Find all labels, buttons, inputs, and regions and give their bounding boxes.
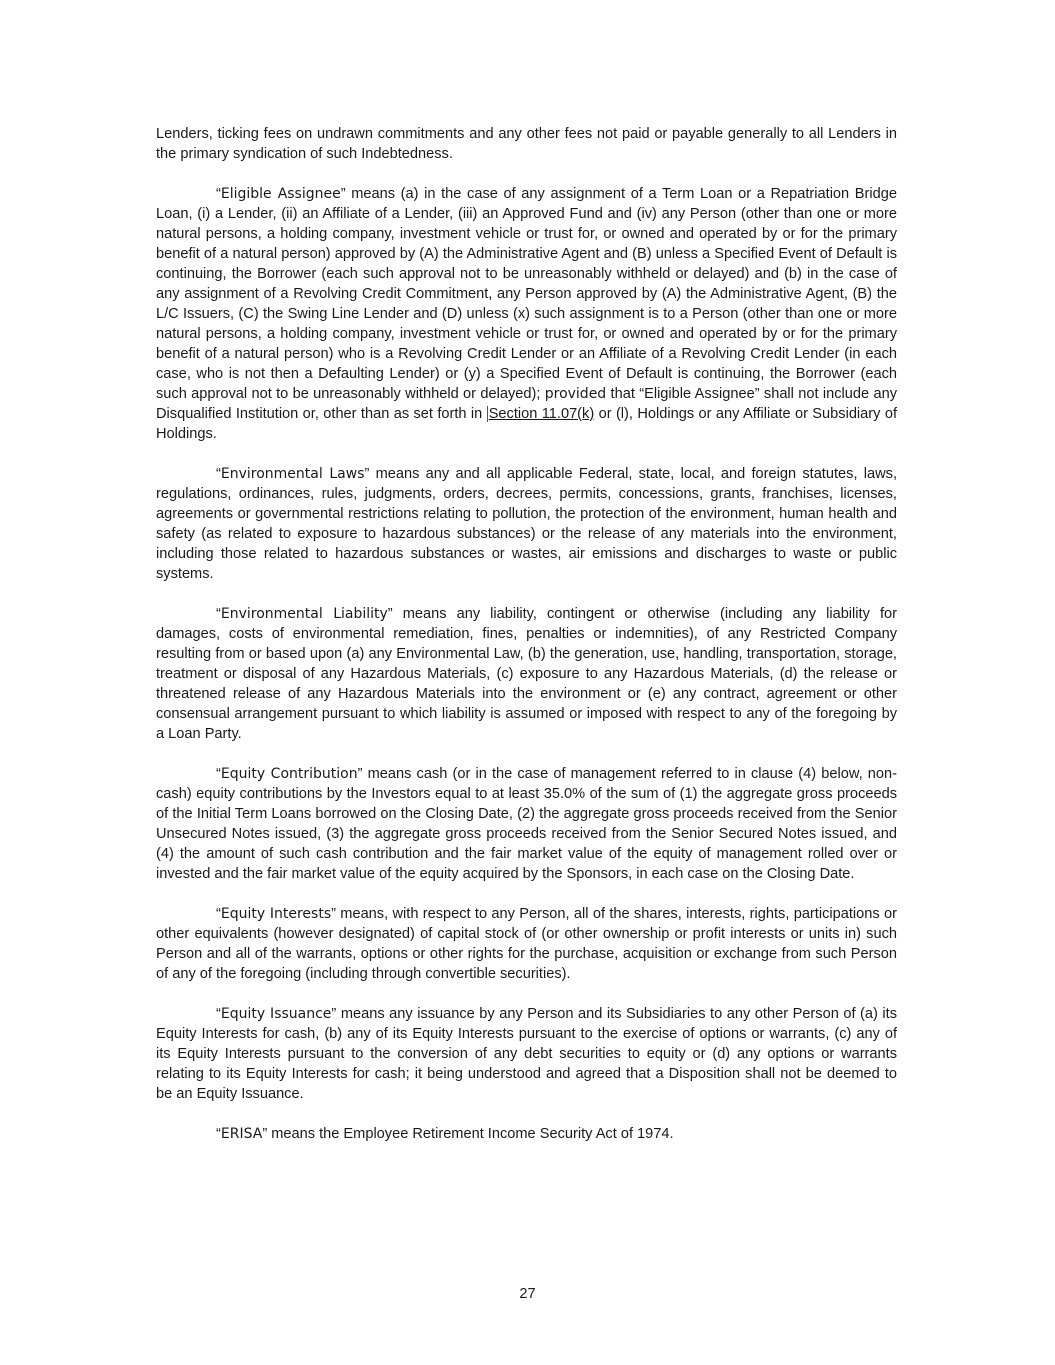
- definition-text: means (a) in the case of any assignment of a Term Loan or a Repatriation Bridge Loan, (i) a Lender, (ii) an Affiliate of a Lender, (iii) an Approved Fund and (iv) any Person (other than one or more natural persons, a holding company, investment vehicle or trust for, or owned and operated by or for the primary benefit of a natural person) approved by (A) the Administrative Agent and (B) unless a Specified Event of Default is continuing, the Borrower (each such approval not to be unreasonably withheld or delayed) and (b) in the case of any assignment of a Revolving Credit Commitment, any Person approved by (A) the Administrative Agent, (B) the L/C Issuers, (C) the Swing Line Lender and (D) unless (x) such assignment is to a Person (other than one or more natural persons, a holding company, investment vehicle or trust for, or owned and operated by or for the primary benefit of a natural person) who is a Revolving Credit Lender or an Affiliate of a Revolving Credit Lender (in each case, who is not then a Defaulting Lender) or (y) a Specified Event of Default is continuing, the Borrower (each such approval not to be unreasonably withheld or delayed);: [156, 186, 897, 402]
- page-number: 27: [519, 1286, 536, 1302]
- continuation-text: Lenders, ticking fees on undrawn commitments and any other fees not paid or payable generally to all Lenders in the primary syndication of such Indebtedness.: [156, 126, 897, 162]
- proviso-term: provided: [544, 386, 607, 402]
- definition-text-end: or (l), Holdings or any Affiliate or Subsidiary of Holdings.: [156, 406, 897, 442]
- defined-term: Equity Interests: [220, 906, 332, 922]
- defined-term: Equity Contribution: [220, 766, 358, 782]
- definition-environmental-liability: “Environmental Liability” means any liability, contingent or otherwise (including any liability for damages, costs of environmental remediation, fines, penalties or indemnities), of any Restricted Company resulting from or based upon (a) any Environmental Law, (b) the generation, use, handling, transportation, storage, treatment or disposal of any Hazardous Materials, (c) exposure to any Hazardous Materials, (d) the release or threatened release of any Hazardous Materials into the environment or (e) any contract, agreement or other consensual arrangement pursuant to which liability is assumed or imposed with respect to any of the foregoing by a Loan Party.: [156, 606, 897, 742]
- defined-term: ERISA: [220, 1126, 263, 1142]
- defined-term: Environmental Liability: [220, 606, 388, 622]
- definition-equity-interests: “Equity Interests” means, with respect to any Person, all of the shares, interests, rights, participations or other equivalents (however designated) of capital stock of (or other ownership or profit interests or units in) such Person and all of the warrants, options or other rights for the purchase, acquisition or exchange from such Person of any of the foregoing (including through convertible securities).: [156, 906, 897, 982]
- definition-erisa: “ERISA” means the Employee Retirement Income Security Act of 1974.: [216, 1126, 674, 1142]
- section-reference-link[interactable]: Section 11.07(k): [488, 406, 595, 422]
- definition-text: means any liability, contingent or otherwise (including any liability for damages, costs of environmental remediation, fines, penalties or indemnities), of any Restricted Company resulting from or based upon (a) any Environmental Law, (b) the generation, use, handling, transportation, storage, treatment or disposal of any Hazardous Materials, (c) exposure to any Hazardous Materials, (d) the release or threatened release of any Hazardous Materials into the environment or (e) any contract, agreement or other consensual arrangement pursuant to which liability is assumed or imposed with respect to any of the foregoing by a Loan Party.: [156, 606, 897, 742]
- defined-term: Environmental Laws: [220, 466, 365, 482]
- defined-term: Eligible Assignee: [220, 186, 341, 202]
- definition-environmental-laws: “Environmental Laws” means any and all applicable Federal, state, local, and foreign statutes, laws, regulations, ordinances, rules, judgments, orders, decrees, permits, concessions, grants, franchises, licenses, agreements or governmental restrictions relating to pollution, the protection of the environment, human health and safety (as related to exposure to hazardous substances) or the release of any materials into the environment, including those related to hazardous substances or wastes, air emissions and discharges to waste or public systems.: [156, 466, 897, 582]
- defined-term: Equity Issuance: [220, 1006, 332, 1022]
- definition-text: means the Employee Retirement Income Security Act of 1974.: [271, 1126, 674, 1142]
- definition-text: means any issuance by any Person and its Subsidiaries to any other Person of (a) its Equity Interests for cash, (b) any of its Equity Interests pursuant to the exercise of options or warrants, (c) any of its Equity Interests pursuant to the conversion of any debt securities to equity or (d) any options or warrants relating to its Equity Interests for cash; it being understood and agreed that a Disposition shall not be deemed to be an Equity Issuance.: [156, 1006, 897, 1102]
- definition-text: means, with respect to any Person, all of the shares, interests, rights, participations or other equivalents (however designated) of capital stock of (or other ownership or profit interests or units in) such Person and all of the warrants, options or other rights for the purchase, acquisition or exchange from such Person of any of the foregoing (including through convertible securities).: [156, 906, 897, 982]
- definition-text: means any and all applicable Federal, state, local, and foreign statutes, laws, regulations, ordinances, rules, judgments, orders, decrees, permits, concessions, grants, franchises, licenses, agreements or governmental restrictions relating to pollution, the protection of the environment, human health and safety (as related to exposure to hazardous substances) or the release of any materials into the environment, including those related to hazardous substances or wastes, air emissions and discharges to waste or public systems.: [156, 466, 897, 582]
- definition-equity-contribution: “Equity Contribution” means cash (or in the case of management referred to in clause (4) below, non-cash) equity contributions by the Investors equal to at least 35.0% of the sum of (1) the aggregate gross proceeds of the Initial Term Loans borrowed on the Closing Date, (2) the aggregate gross proceeds received from the Senior Unsecured Notes issued, (3) the aggregate gross proceeds received from the Senior Secured Notes issued, and (4) the amount of such cash contribution and the fair market value of the equity of management rolled over or invested and the fair market value of the equity acquired by the Sponsors, in each case on the Closing Date.: [156, 766, 897, 882]
- continuation-paragraph: [156, 124, 897, 164]
- definition-equity-issuance: “Equity Issuance” means any issuance by any Person and its Subsidiaries to any other Person of (a) its Equity Interests for cash, (b) any of its Equity Interests pursuant to the exercise of options or warrants, (c) any of its Equity Interests pursuant to the conversion of any debt securities to equity or (d) any options or warrants relating to its Equity Interests for cash; it being understood and agreed that a Disposition shall not be deemed to be an Equity Issuance.: [156, 1006, 897, 1102]
- definition-eligible-assignee: “Eligible Assignee” means (a) in the case of any assignment of a Term Loan or a Repatriation Bridge Loan, (i) a Lender, (ii) an Affiliate of a Lender, (iii) an Approved Fund and (iv) any Person (other than one or more natural persons, a holding company, investment vehicle or trust for, or owned and operated by or for the primary benefit of a natural person) approved by (A) the Administrative Agent and (B) unless a Specified Event of Default is continuing, the Borrower (each such approval not to be unreasonably withheld or delayed) and (b) in the case of any assignment of a Revolving Credit Commitment, any Person approved by (A) the Administrative Agent, (B) the L/C Issuers, (C) the Swing Line Lender and (D) unless (x) such assignment is to a Person (other than one or more natural persons, a holding company, investment vehicle or trust for, or owned and operated by or for the primary benefit of a natural person) who is a Revolving Credit Lender or an Affiliate of a Revolving Credit Lender (in each case, who is not then a Defaulting Lender) or (y) a Specified Event of Default is continuing, the Borrower (each such approval not to be unreasonably withheld or delayed); provided that “Eligible Assignee” shall not include any Disqualified Institution or, other than as set forth in Section 11.07(k) or (l), Holdings or any Affiliate or Subsidiary of Holdings.: [156, 186, 897, 442]
- definition-text: means cash (or in the case of management referred to in clause (4) below, non-cash) equity contributions by the Investors equal to at least 35.0% of the sum of (1) the aggregate gross proceeds of the Initial Term Loans borrowed on the Closing Date, (2) the aggregate gross proceeds received from the Senior Unsecured Notes issued, (3) the aggregate gross proceeds received from the Senior Secured Notes issued, and (4) the amount of such cash contribution and the fair market value of the equity of management rolled over or invested and the fair market value of the equity acquired by the Sponsors, in each case on the Closing Date.: [156, 766, 897, 882]
- document-body: [156, 124, 897, 1164]
- definition-text-continued: that “Eligible Assignee” shall not include any Disqualified Institution or, other than as set forth in: [156, 386, 897, 422]
